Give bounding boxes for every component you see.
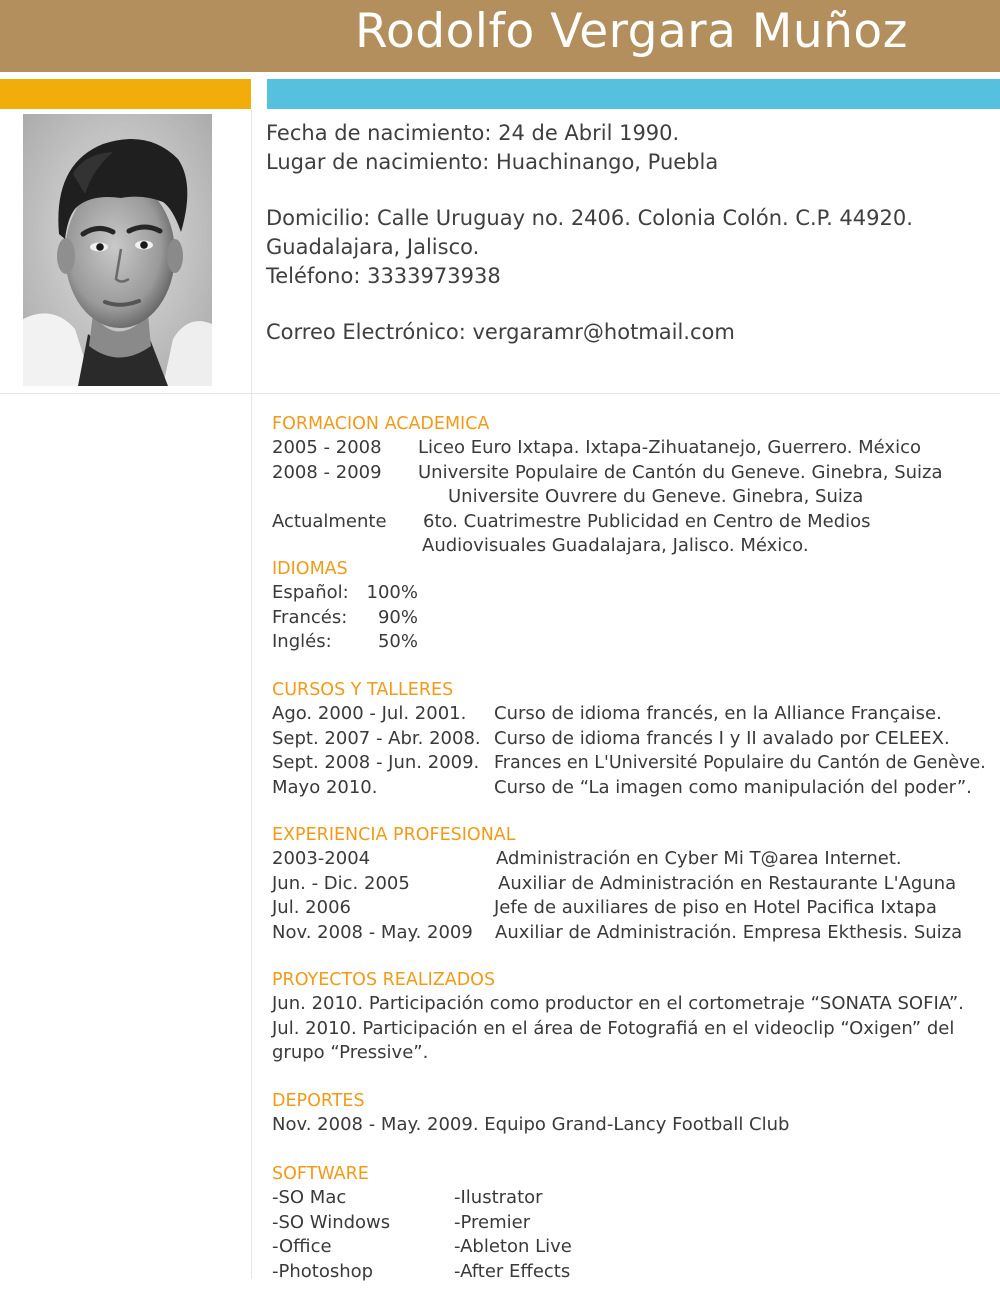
section-title-idiomas: IDIOMAS	[272, 559, 348, 579]
section-title-experiencia: EXPERIENCIA PROFESIONAL	[272, 825, 516, 845]
description: Curso de “La imagen como manipulación del poder”.	[494, 776, 972, 798]
software-item: -Ableton Live	[454, 1236, 572, 1257]
period: Nov. 2008 - May. 2009	[272, 921, 473, 943]
software-item: -After Effects	[454, 1260, 571, 1282]
accent-bar-orange	[0, 79, 251, 109]
section-experiencia	[272, 823, 963, 945]
description: Administración en Cyber Mi T@area Internet.	[496, 848, 902, 869]
list-item	[272, 534, 809, 559]
accent-bar-blue	[267, 79, 1000, 109]
list-item	[272, 776, 972, 801]
language-level: 50%	[377, 631, 418, 652]
period: Mayo 2010.	[272, 776, 378, 798]
list-item	[272, 727, 950, 752]
description: Liceo Euro Ixtapa. Ixtapa-Zihuatanejo, Guerrero. México	[418, 437, 921, 458]
list-item	[272, 510, 871, 535]
section-idiomas	[272, 557, 418, 655]
email: Correo Electrónico: vergaramr@hotmail.com	[266, 320, 735, 344]
address-line-2: Guadalajara, Jalisco.	[266, 235, 480, 259]
section-title-proyectos: PROYECTOS REALIZADOS	[272, 970, 496, 990]
software-item: -SO Mac	[272, 1187, 347, 1208]
project-line: grupo “Pressive”.	[272, 1042, 429, 1063]
project-line: Jul. 2010. Participación en el área de Fotografiá en el videoclip “Oxigen” del	[272, 1017, 955, 1039]
language-level: 100%	[366, 582, 418, 603]
period: Jun. - Dic. 2005	[272, 872, 410, 894]
project-line: Jun. 2010. Participación como productor en el cortometraje “SONATA SOFIA”.	[272, 993, 964, 1014]
section-formacion	[272, 412, 943, 559]
language: Español:	[272, 582, 349, 603]
horizontal-divider	[0, 393, 1000, 394]
software-item: -Ilustrator	[454, 1187, 543, 1208]
description: Curso de idioma francés, en la Alliance Française.	[494, 703, 942, 724]
description: Curso de idioma francés I y II avalado por CELEEX.	[494, 727, 950, 749]
description: Universite Ouvrere du Geneve. Ginebra, Suiza	[448, 486, 864, 507]
list-item	[272, 1260, 571, 1285]
language-level: 90%	[377, 606, 418, 628]
section-cursos	[272, 678, 986, 800]
section-software	[272, 1162, 572, 1284]
vertical-divider	[251, 109, 252, 1279]
period: Jul. 2006	[272, 897, 351, 918]
list-item	[272, 436, 921, 461]
birth-date: Fecha de nacimiento: 24 de Abril 1990.	[266, 121, 680, 145]
description: Audiovisuales Guadalajara, Jalisco. México.	[422, 535, 809, 556]
description: Auxiliar de Administración en Restaurante L'Aguna	[498, 872, 957, 894]
software-item: -SO Windows	[272, 1211, 391, 1233]
list-item	[272, 847, 902, 872]
list-item	[272, 461, 943, 486]
period: Sept. 2008 - Jun. 2009.	[272, 752, 480, 773]
period: 2005 - 2008	[272, 437, 382, 458]
period: 2008 - 2009	[272, 461, 382, 483]
language: Inglés:	[272, 631, 332, 652]
phone: Teléfono: 3333973938	[266, 264, 501, 288]
section-title-deportes: DEPORTES	[272, 1091, 365, 1111]
period: Ago. 2000 - Jul. 2001.	[272, 703, 467, 724]
section-proyectos	[272, 968, 964, 1066]
list-item	[272, 630, 418, 655]
period: Sept. 2007 - Abr. 2008.	[272, 727, 481, 749]
language: Francés:	[272, 606, 348, 628]
description: Auxiliar de Administración. Empresa Ekthesis. Suiza	[495, 921, 963, 943]
address-line-1: Domicilio: Calle Uruguay no. 2406. Colonia Colón. C.P. 44920.	[266, 206, 913, 230]
software-item: -Office	[272, 1236, 332, 1257]
list-item	[272, 606, 418, 631]
list-item	[272, 896, 937, 921]
software-item: -Premier	[454, 1211, 531, 1233]
list-item	[272, 872, 957, 897]
list-item	[272, 921, 963, 946]
list-item	[272, 1211, 531, 1236]
section-title-cursos: CURSOS Y TALLERES	[272, 680, 454, 700]
page-title: Rodolfo Vergara Muñoz	[355, 4, 908, 59]
description: Jefe de auxiliares de piso en Hotel Pacifica Ixtapa	[494, 897, 937, 918]
period: 2003-2004	[272, 848, 371, 869]
list-item	[272, 702, 942, 727]
section-deportes	[272, 1089, 789, 1138]
birth-place: Lugar de nacimiento: Huachinango, Puebla	[266, 150, 719, 174]
description: 6to. Cuatrimestre Publicidad en Centro de Medios	[423, 510, 871, 532]
list-item	[272, 485, 864, 510]
contact-info	[266, 119, 913, 347]
list-item	[272, 1235, 572, 1260]
period: Actualmente	[272, 510, 387, 532]
section-title-software: SOFTWARE	[272, 1164, 369, 1184]
profile-photo	[23, 114, 212, 386]
software-item: -Photoshop	[272, 1260, 374, 1282]
list-item	[272, 751, 986, 776]
description: Universite Populaire de Cantón du Geneve. Ginebra, Suiza	[418, 461, 943, 483]
section-title-formacion: FORMACION ACADEMICA	[272, 414, 490, 434]
description: Frances en L'Université Populaire du Cantón de Genève.	[494, 753, 986, 773]
sports-line: Nov. 2008 - May. 2009. Equipo Grand-Lancy Football Club	[272, 1114, 790, 1135]
list-item	[272, 1186, 543, 1211]
list-item	[272, 581, 418, 606]
